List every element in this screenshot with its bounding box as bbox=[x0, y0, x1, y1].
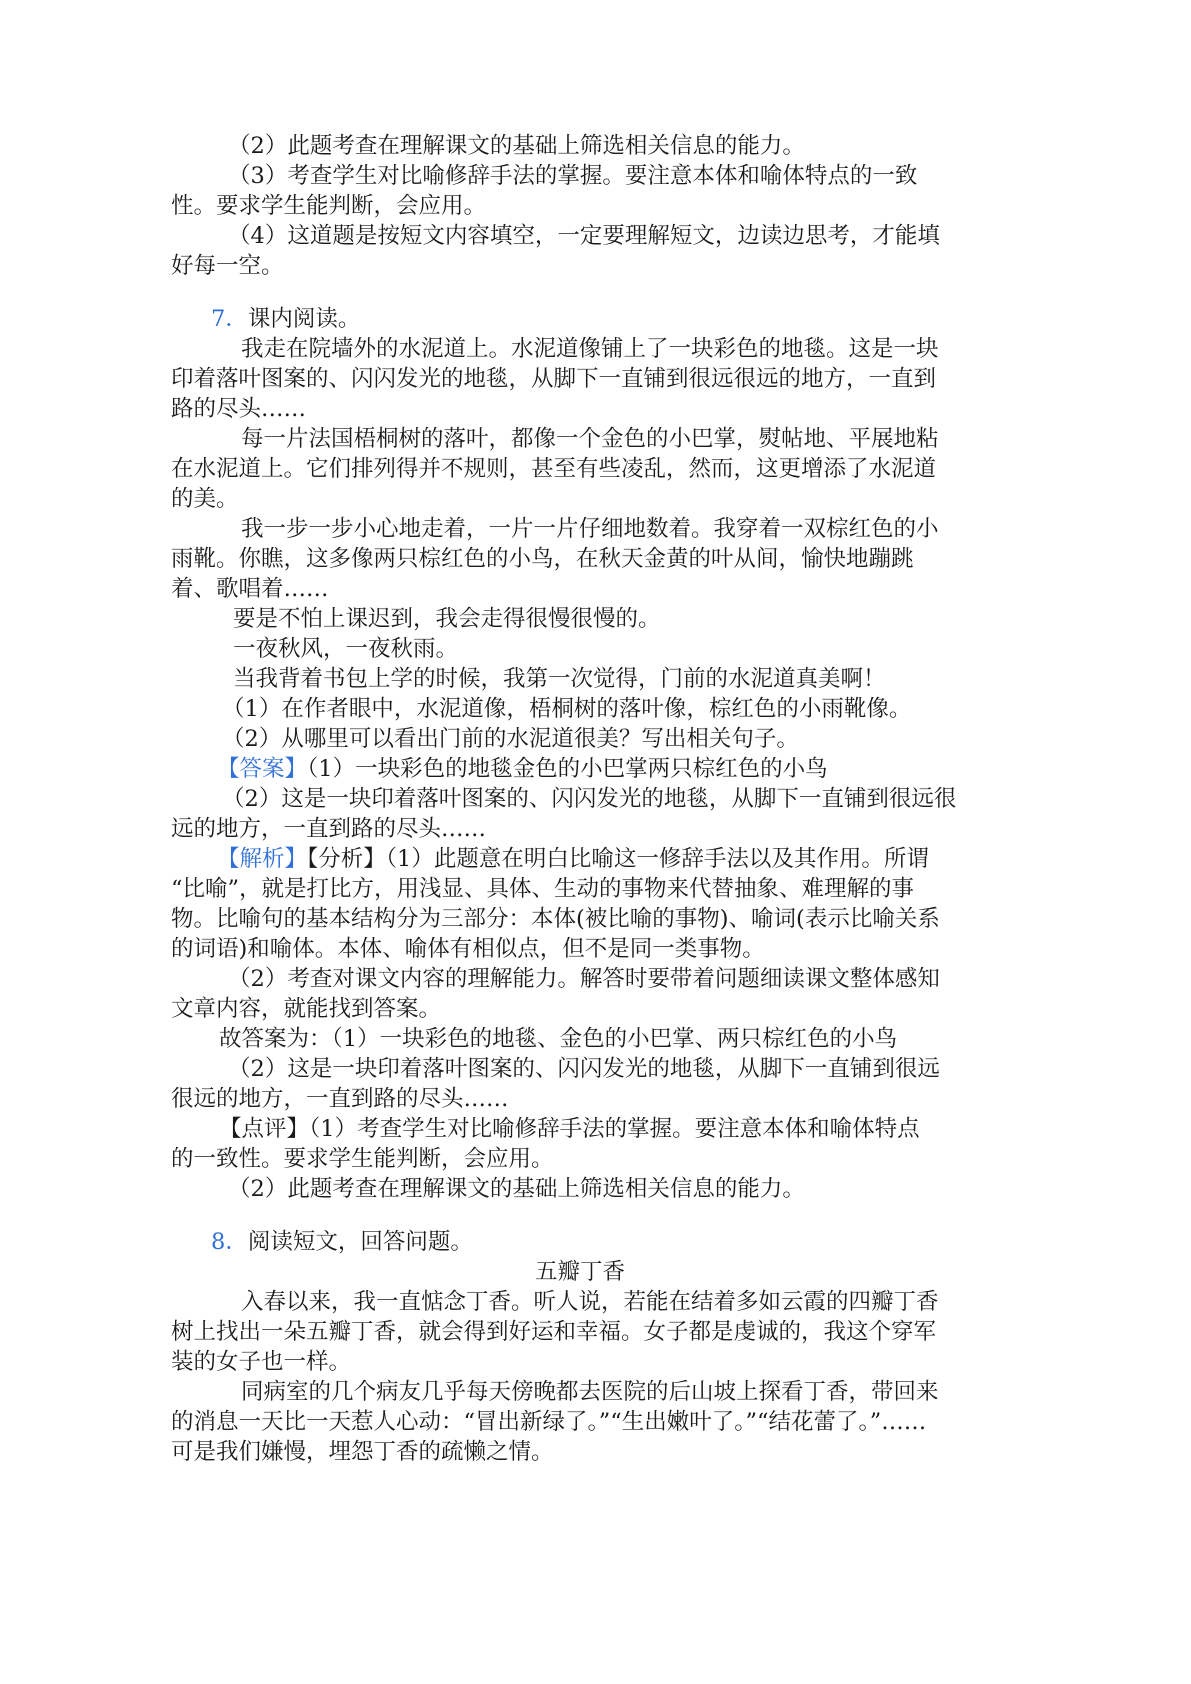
text-line: 雨靴。你瞧，这多像两只棕红色的小鸟，在秋天金黄的叶从间，愉快地蹦跳 bbox=[171, 546, 914, 572]
text-line: 在水泥道上。它们排列得并不规则，甚至有些凌乱，然而，这更增添了水泥道 bbox=[171, 456, 937, 482]
text-line: 可是我们嫌慢，埋怨丁香的疏懒之情。 bbox=[171, 1439, 554, 1465]
solution-line: 故答案为：（1）一块彩色的地毯、金色的小巴掌、两只棕红色的小鸟 bbox=[219, 1026, 898, 1052]
text-line: 要是不怕上课迟到，我会走得很慢很慢的。 bbox=[233, 606, 661, 632]
analysis-line: 文章内容，就能找到答案。 bbox=[171, 996, 442, 1022]
answer-tag: 【答案】 bbox=[217, 756, 308, 782]
text-line: 路的尽头…… bbox=[171, 396, 307, 422]
answer-line: 远的地方，一直到路的尽头…… bbox=[171, 816, 487, 842]
sub-question: （1）在作者眼中，水泥道像，梧桐树的落叶像，棕红色的小雨靴像。 bbox=[222, 696, 912, 722]
comment-line: 【点评】（1）考查学生对比喻修辞手法的掌握。要注意本体和喻体特点 bbox=[219, 1116, 920, 1142]
solution-line: 很远的地方，一直到路的尽头…… bbox=[171, 1086, 509, 1112]
text-line: 的美。 bbox=[171, 486, 239, 512]
text-line: 性。要求学生能判断，会应用。 bbox=[171, 193, 487, 219]
question-title: 阅读短文，回答问题。 bbox=[247, 1229, 473, 1255]
analysis-tag: 【解析】 bbox=[217, 846, 308, 872]
sub-question: （2）从哪里可以看出门前的水泥道很美？写出相关句子。 bbox=[222, 726, 799, 752]
text-line: 当我背着书包上学的时候，我第一次觉得，门前的水泥道真美啊！ bbox=[233, 666, 886, 692]
question-number: 7． bbox=[211, 306, 248, 332]
text-line: 装的女子也一样。 bbox=[171, 1349, 352, 1375]
analysis-line: 物。比喻句的基本结构分为三部分：本体(被比喻的事物)、喻词(表示比喻关系 bbox=[171, 906, 940, 932]
text-line: 每一片法国梧桐树的落叶，都像一个金色的小巴掌，熨帖地、平展地粘 bbox=[241, 426, 939, 452]
analysis-line: “比喻”，就是打比方，用浅显、具体、生动的事物来代替抽象、难理解的事 bbox=[171, 876, 915, 902]
text-line: （2）此题考查在理解课文的基础上筛选相关信息的能力。 bbox=[228, 133, 805, 159]
answer-line: 【答案】（1）一块彩色的地毯金色的小巴掌两只棕红色的小鸟 bbox=[217, 756, 828, 782]
text-line: 着、歌唱着…… bbox=[171, 576, 329, 602]
text-line: 印着落叶图案的、闪闪发光的地毯，从脚下一直铺到很远很远的地方，一直到 bbox=[171, 366, 937, 392]
text-line: 我一步一步小心地走着，一片一片仔细地数着。我穿着一双棕红色的小 bbox=[241, 516, 939, 542]
question-title: 课内阅读。 bbox=[247, 306, 361, 332]
answer-line: （2）这是一块印着落叶图案的、闪闪发光的地毯，从脚下一直铺到很远很 bbox=[222, 786, 957, 812]
text-line: 树上找出一朵五瓣丁香，就会得到好运和幸福。女子都是虔诚的，我这个穿军 bbox=[171, 1319, 937, 1345]
text-line: 我走在院墙外的水泥道上。水泥道像铺上了一块彩色的地毯。这是一块 bbox=[241, 336, 939, 362]
text-line: （4）这道题是按短文内容填空，一定要理解短文，边读边思考，才能填 bbox=[228, 223, 940, 249]
comment-line: （2）此题考查在理解课文的基础上筛选相关信息的能力。 bbox=[228, 1176, 805, 1202]
text-line: 好每一空。 bbox=[171, 253, 284, 279]
analysis-line: 的词语)和喻体。本体、喻体有相似点，但不是同一类事物。 bbox=[171, 936, 765, 962]
text-line: 的消息一天比一天惹人心动：“冒出新绿了。”“生出嫩叶了。”“结花蕾了。”…… bbox=[171, 1409, 927, 1435]
question-heading bbox=[211, 1227, 473, 1257]
text-line: 同病室的几个病友几乎每天傍晚都去医院的后山坡上探看丁香，带回来 bbox=[241, 1379, 939, 1405]
comment-line: 的一致性。要求学生能判断，会应用。 bbox=[171, 1146, 554, 1172]
question-number: 8． bbox=[211, 1229, 248, 1255]
text-line: 一夜秋风，一夜秋雨。 bbox=[233, 636, 459, 662]
story-title: 五瓣丁香 bbox=[535, 1259, 626, 1285]
question-heading bbox=[211, 304, 360, 334]
text-line: （3）考查学生对比喻修辞手法的掌握。要注意本体和喻体特点的一致 bbox=[228, 163, 918, 189]
analysis-line: （2）考查对课文内容的理解能力。解答时要带着问题细读课文整体感知 bbox=[228, 966, 940, 992]
solution-line: （2）这是一块印着落叶图案的、闪闪发光的地毯，从脚下一直铺到很远 bbox=[228, 1056, 940, 1082]
text-line: 入春以来，我一直惦念丁香。听人说，若能在结着多如云霞的四瓣丁香 bbox=[241, 1289, 939, 1315]
analysis-line: 【解析】【分析】（1）此题意在明白比喻这一修辞手法以及其作用。所谓 bbox=[217, 846, 929, 872]
